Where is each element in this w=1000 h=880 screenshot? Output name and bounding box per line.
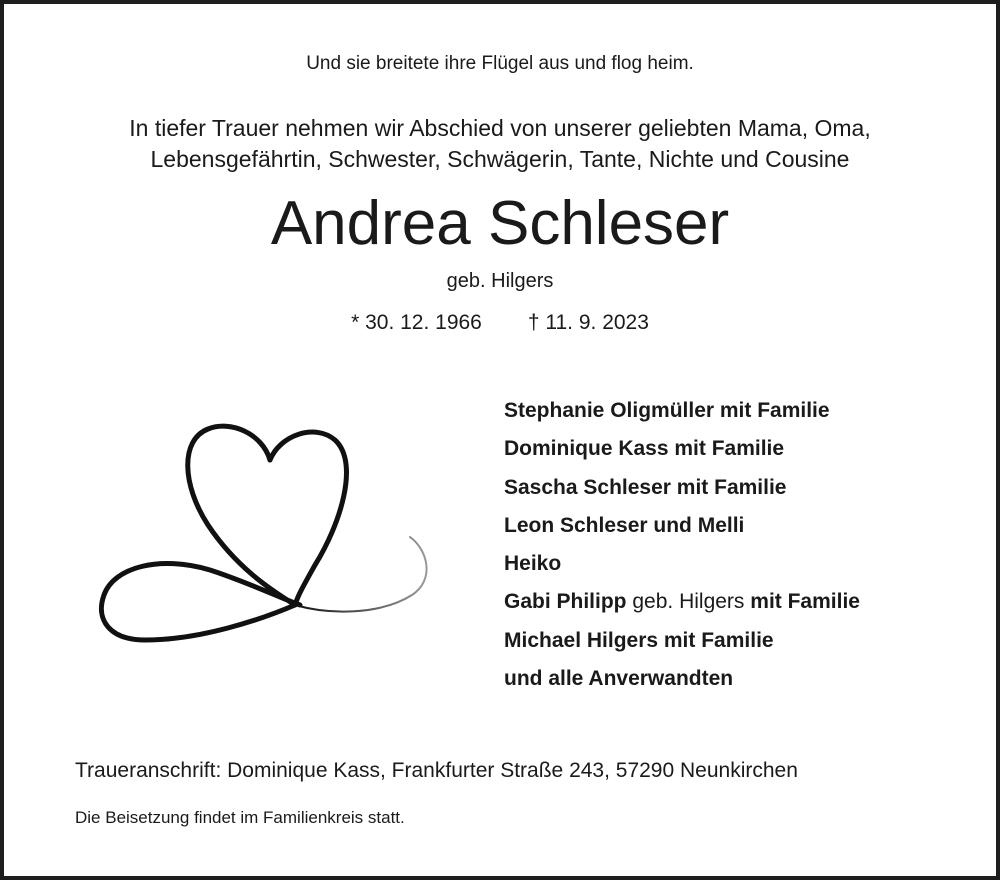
mourner-maiden-name: geb. Hilgers — [632, 590, 745, 614]
intro-line-1: In tiefer Trauer nehmen wir Abschied von unserer geliebten Mama, Oma, — [129, 115, 871, 141]
burial-note: Die Beisetzung findet im Familienkreis statt. — [75, 808, 405, 827]
mourning-address: Traueranschrift: Dominique Kass, Frankfurter Straße 243, 57290 Neunkirchen — [75, 759, 798, 782]
birth-date: * 30. 12. 1966 — [351, 311, 482, 334]
list-item: Stephanie Oligmüller mit Familie — [504, 399, 830, 422]
mourner-name: Gabi Philipp — [504, 590, 627, 614]
list-item: Michael Hilgers mit Familie — [504, 628, 774, 652]
intro-text — [0, 113, 1000, 175]
deceased-name: Andrea Schleser — [270, 189, 730, 258]
intro-line-2: Lebensgefährtin, Schwester, Schwägerin, Tante, Nichte und Cousine — [150, 146, 850, 172]
list-item: Sascha Schleser mit Familie — [504, 475, 787, 499]
list-item: und alle Anverwandten — [504, 667, 734, 691]
quote: Und sie breitete ihre Flügel aus und flog heim. — [306, 53, 694, 74]
mourner-suffix: mit Familie — [750, 590, 860, 614]
heart-infinity-icon — [90, 415, 440, 655]
list-item — [504, 583, 860, 621]
mourners-list — [504, 392, 860, 698]
life-dates — [0, 311, 1000, 335]
death-date: † 11. 9. 2023 — [527, 311, 649, 334]
maiden-name: geb. Hilgers — [446, 270, 554, 292]
list-item: Leon Schleser und Melli — [504, 513, 745, 537]
list-item: Dominique Kass mit Familie — [504, 437, 785, 461]
list-item: Heiko — [504, 552, 562, 576]
